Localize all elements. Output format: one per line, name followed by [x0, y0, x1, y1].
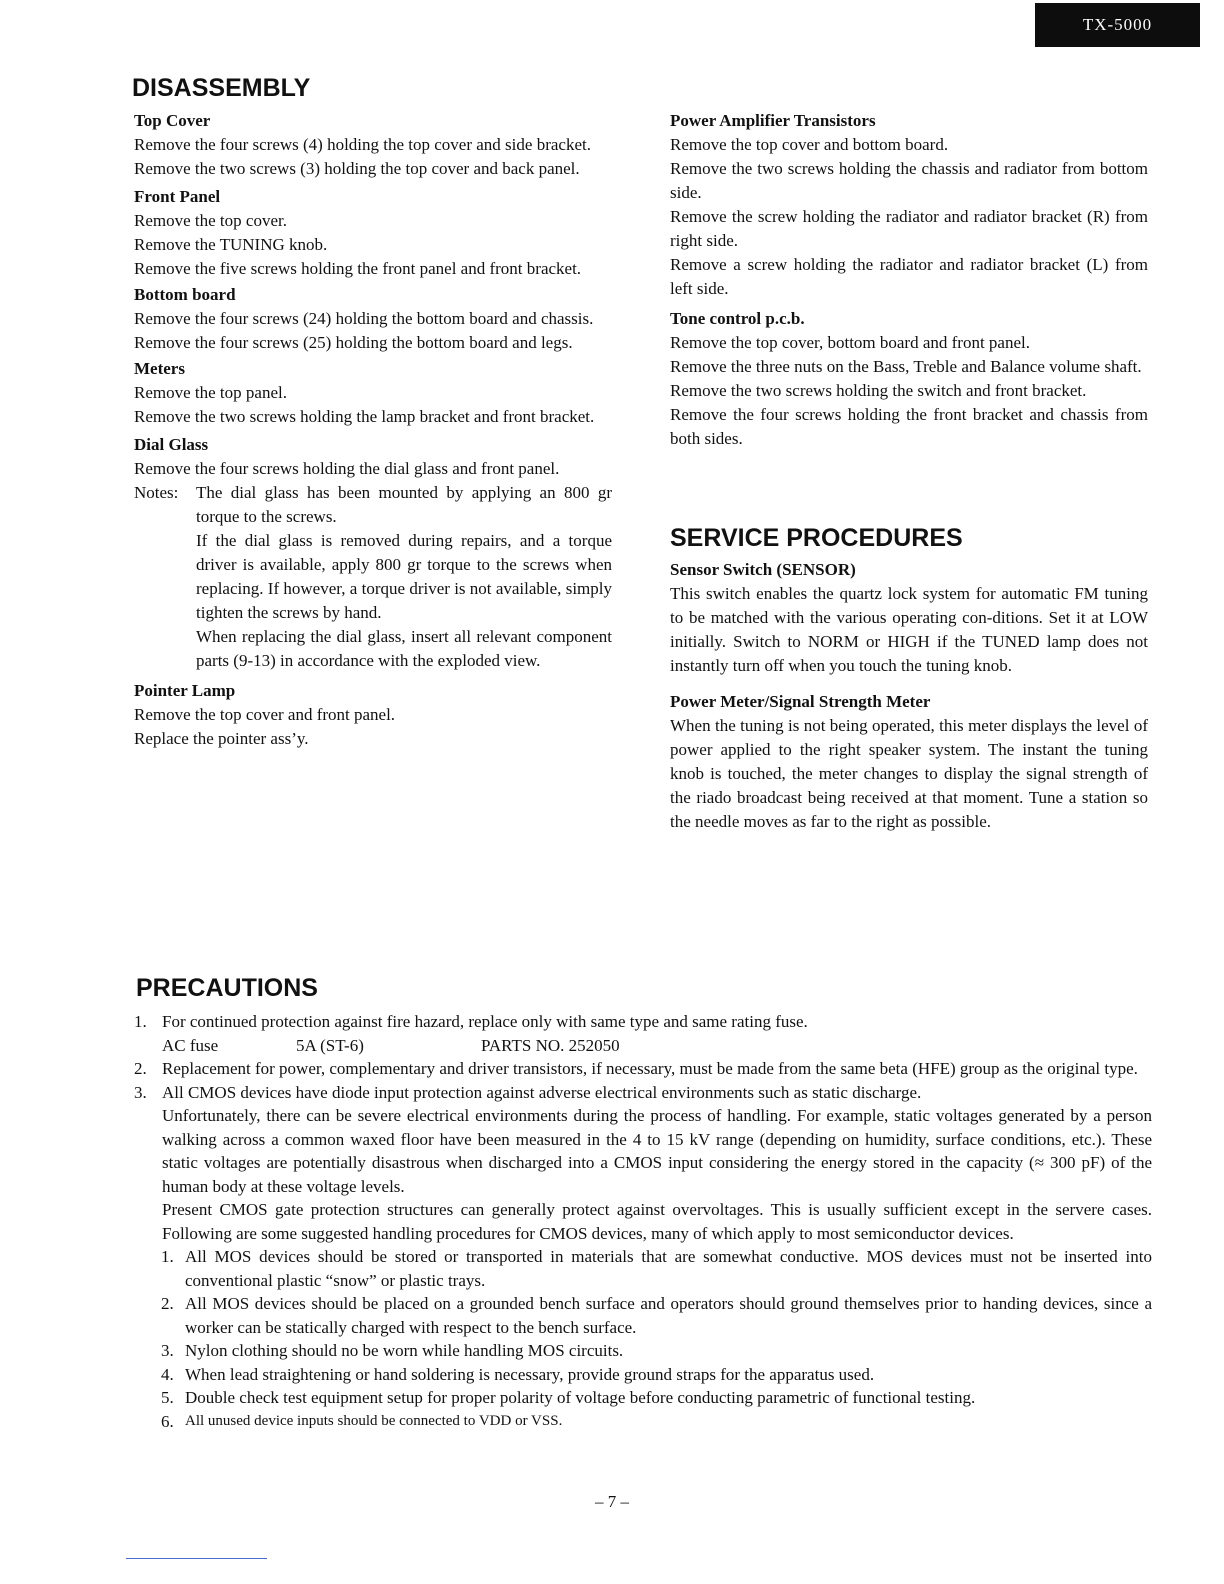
fuse-name: AC fuse	[162, 1035, 219, 1055]
item-number: 2.	[134, 1059, 147, 1078]
precautions-title: PRECAUTIONS	[136, 974, 318, 1002]
section-text: When the tuning is not being operated, this meter displays the level of power applied to the right speaker system. The instant the tuning knob is touched, the meter changes to display the signal strength of the riado broadcast being received at that moment. Tune a station so the needle moves as far to the right as possible.	[670, 716, 1148, 831]
item-text: All unused device inputs should be connected to VDD or VSS.	[185, 1412, 563, 1429]
item-text: Replacement for power, complementary and driver transistors, if necessary, must be made from the same beta (HFE) group as the original type.	[162, 1059, 1138, 1078]
section-text: Remove the TUNING knob.	[134, 235, 328, 254]
section-text: Remove the top cover and front panel.	[134, 705, 396, 724]
handling-procedure-item	[161, 1339, 1152, 1363]
section-heading: Sensor Switch (SENSOR)	[670, 560, 856, 579]
handling-procedure-item	[161, 1410, 1152, 1434]
item-text: Double check test equipment setup for proper polarity of voltage before conducting parametric of functional testing.	[185, 1388, 976, 1407]
section-pointer-lamp	[134, 679, 612, 751]
item-number: 3.	[134, 1082, 147, 1102]
item-text: All MOS devices should be placed on a grounded bench surface and operators should ground themselves prior to handing devices, since a worker can be statically charged with respect to the bench surface.	[185, 1294, 1152, 1337]
fuse-parts-number: PARTS NO. 252050	[481, 1035, 620, 1055]
section-power-meter	[670, 690, 1148, 834]
item-number: 1.	[161, 1247, 174, 1266]
section-text: Remove the three nuts on the Bass, Treble and Balance volume shaft.	[670, 357, 1142, 376]
item-text: When lead straightening or hand soldering is necessary, provide ground straps for the apparatus used.	[185, 1364, 875, 1384]
section-heading: Bottom board	[134, 285, 236, 304]
section-text: Remove the four screws (25) holding the bottom board and legs.	[134, 333, 573, 352]
section-top-cover	[134, 109, 612, 181]
section-text: Remove the two screws holding the chassis and radiator from bottom side.	[670, 159, 1148, 202]
item-number: 3.	[161, 1341, 174, 1360]
precautions-list	[134, 1010, 1152, 1433]
section-heading: Pointer Lamp	[134, 681, 236, 700]
item-text: Nylon clothing should no be worn while handling MOS circuits.	[185, 1341, 624, 1360]
item-text: All MOS devices should be stored or transported in materials that are somewhat conductive. MOS devices must not be inserted into conventional plastic “snow” or plastic trays.	[185, 1247, 1152, 1290]
note-text: When replacing the dial glass, insert all relevant component parts (9-13) in accordance with the exploded view.	[196, 627, 612, 670]
precaution-item	[134, 1057, 1152, 1081]
service-procedures-column	[670, 558, 1148, 834]
section-text: Remove the top cover, bottom board and front panel.	[670, 333, 1030, 352]
section-text: Remove the four screws holding the front bracket and chassis from both sides.	[670, 405, 1148, 448]
section-heading: Power Amplifier Transistors	[670, 111, 876, 130]
disassembly-left-column	[134, 109, 612, 751]
section-text: This switch enables the quartz lock system for automatic FM tuning to be matched with the various operating con-ditions. Set it at LOW initially. Switch to NORM or HIGH if the TUNED lamp does not instantly turn off when you touch the tuning knob.	[670, 584, 1148, 675]
dial-glass-notes	[134, 481, 612, 673]
section-text: Remove the four screws holding the dial glass and front panel.	[134, 459, 560, 478]
item-number: 4.	[161, 1364, 174, 1384]
item-body	[162, 1081, 1152, 1246]
model-number-badge: TX-5000	[1035, 3, 1200, 47]
disassembly-right-column	[670, 109, 1148, 451]
section-heading: Power Meter/Signal Strength Meter	[670, 692, 931, 711]
page-number: – 7 –	[595, 1492, 629, 1511]
fuse-rating: 5A (ST-6)	[296, 1035, 364, 1055]
section-text: Remove the two screws holding the switch and front bracket.	[670, 381, 1087, 400]
handling-procedure-item	[161, 1363, 1152, 1387]
section-text: Remove a screw holding the radiator and radiator bracket (L) from left side.	[670, 255, 1148, 298]
disassembly-title: DISASSEMBLY	[132, 74, 311, 102]
service-procedures-title: SERVICE PROCEDURES	[670, 524, 963, 552]
handling-procedure-item	[161, 1245, 1152, 1292]
section-heading: Dial Glass	[134, 435, 209, 454]
section-bottom-board	[134, 283, 612, 355]
precaution-item	[134, 1010, 1152, 1034]
handling-procedure-item	[161, 1292, 1152, 1339]
section-text: Remove the five screws holding the front panel and front bracket.	[134, 259, 582, 278]
item-text: For continued protection against fire hazard, replace only with same type and same rating fuse.	[162, 1012, 808, 1031]
section-heading: Tone control p.c.b.	[670, 309, 805, 328]
section-text: Remove the two screws holding the lamp bracket and front bracket.	[134, 407, 595, 426]
section-text: Remove the top panel.	[134, 383, 287, 402]
section-meters	[134, 357, 612, 429]
item-number: 2.	[161, 1294, 174, 1313]
notes-label: Notes:	[134, 483, 179, 502]
item-number: 6.	[161, 1411, 174, 1431]
section-heading: Front Panel	[134, 187, 221, 206]
item-paragraph: Unfortunately, there can be severe electrical environments during the process of handling. For example, static voltages generated by a person walking across a common waxed floor have been measured in the 4 to 15 kV range (depending on humidity, surface conditions, etc.). These static voltages are potentially disastrous when discharged into a CMOS input considering the energy stored in the capacity (≈ 300 pF) of the human body at these voltage levels.	[162, 1106, 1152, 1196]
section-text: Remove the top cover and bottom board.	[670, 135, 949, 154]
handling-procedure-item	[161, 1386, 1152, 1410]
section-text: Replace the pointer ass’y.	[134, 729, 309, 748]
precaution-item	[134, 1081, 1152, 1246]
item-text: All CMOS devices have diode input protection against adverse electrical environments such as static discharge.	[162, 1082, 922, 1102]
item-paragraph: Present CMOS gate protection structures can generally protect against overvoltages. This is usually sufficient except in the servere cases. Following are some suggested handling procedures for CMOS devices, many of which apply to most semiconductor devices.	[162, 1200, 1152, 1243]
section-text: Remove the four screws (24) holding the bottom board and chassis.	[134, 309, 594, 328]
section-text: Remove the four screws (4) holding the top cover and side bracket.	[134, 135, 591, 154]
section-heading: Meters	[134, 359, 185, 378]
note-text: The dial glass has been mounted by applying an 800 gr torque to the screws.	[196, 483, 612, 526]
item-number: 5.	[161, 1388, 174, 1407]
section-power-amplifier-transistors	[670, 109, 1148, 301]
section-front-panel	[134, 185, 612, 281]
section-heading: Top Cover	[134, 111, 211, 130]
note-text: If the dial glass is removed during repairs, and a torque driver is available, apply 800 gr torque to the screws when replacing. If however, a torque driver is not available, simply tighten the screws by hand.	[196, 531, 612, 622]
fuse-spec-row	[134, 1034, 1152, 1058]
section-dial-glass	[134, 433, 612, 673]
notes-body	[196, 481, 612, 673]
item-number: 1.	[134, 1012, 147, 1031]
section-text: Remove the two screws (3) holding the top cover and back panel.	[134, 159, 580, 178]
section-tone-control-pcb	[670, 307, 1148, 451]
section-text: Remove the screw holding the radiator and radiator bracket (R) from right side.	[670, 207, 1148, 250]
section-text: Remove the top cover.	[134, 211, 287, 230]
section-sensor-switch	[670, 558, 1148, 678]
footer-rule	[126, 1558, 267, 1559]
